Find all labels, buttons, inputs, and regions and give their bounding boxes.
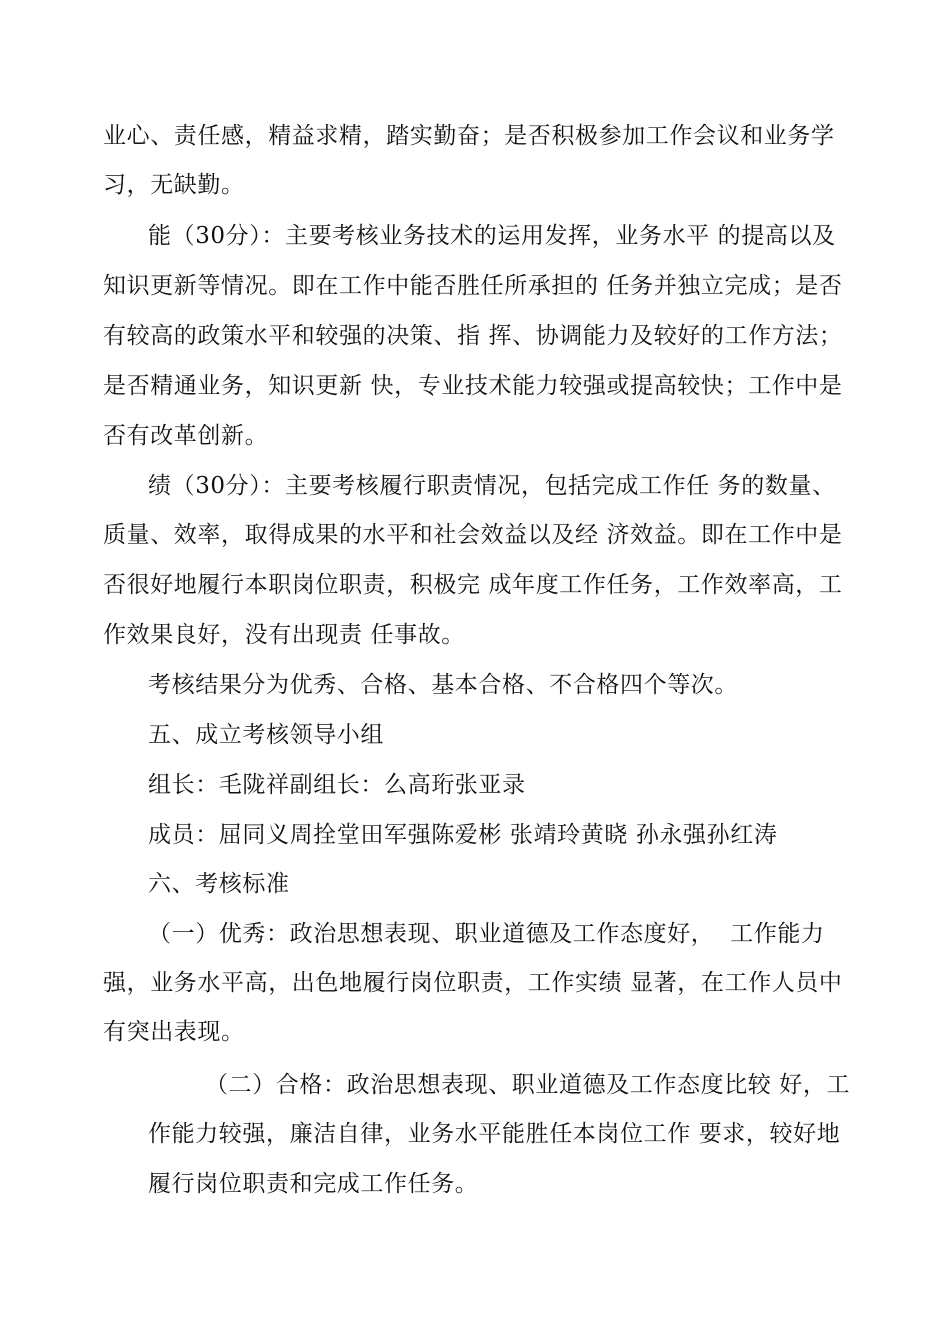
text-line: 强，业务水平高，出色地履行岗位职责，工作实绩 显著，在工作人员中 (103, 970, 843, 996)
text-line: 组长：毛陇祥副组长：么高珩张亚录 (148, 772, 526, 798)
section-heading: 六、考核标准 (148, 871, 290, 897)
text-line: 考核结果分为优秀、合格、基本合格、不合格四个等次。 (148, 672, 738, 698)
text-line: 作能力较强，廉洁自律，业务水平能胜任本岗位工作 要求，较好地 (148, 1121, 841, 1147)
text-line: 有突出表现。 (103, 1019, 245, 1045)
text-line: 业心、责任感，精益求精，踏实勤奋；是否积极参加工作会议和业务学 (103, 123, 835, 149)
text-line: 能（30分）：主要考核业务技术的运用发挥，业务水平 的提高以及 (148, 223, 836, 249)
text-line: 是否精通业务，知识更新 快，专业技术能力较强或提高较快；工作中是 (103, 373, 843, 399)
section-heading: 五、成立考核领导小组 (148, 722, 384, 748)
text-line: （二）合格：政治思想表现、职业道德及工作态度比较 好，工 (205, 1072, 851, 1098)
text-line: 习，无缺勤。 (103, 172, 245, 198)
text-line: 作效果良好，没有出现责 任事故。 (103, 622, 465, 648)
text-line: （一）优秀：政治思想表现、职业道德及工作态度好， 工作能力 (148, 921, 825, 947)
text-line: 否很好地履行本职岗位职责，积极完 成年度工作任务，工作效率高，工 (103, 572, 843, 598)
text-line: 绩（30分）：主要考核履行职责情况，包括完成工作任 务的数量、 (148, 473, 836, 499)
text-line: 否有改革创新。 (103, 423, 269, 449)
text-line: 履行岗位职责和完成工作任务。 (148, 1171, 479, 1197)
text-line: 知识更新等情况。即在工作中能否胜任所承担的 任务并独立完成；是否 (103, 273, 843, 299)
text-line: 质量、效率，取得成果的水平和社会效益以及经 济效益。即在工作中是 (103, 522, 843, 548)
text-line: 有较高的政策水平和较强的决策、指 挥、协调能力及较好的工作方法； (103, 323, 843, 349)
text-line: 成员：屈同义周拴堂田军强陈爱彬 张靖玲黄晓 孙永强孙红涛 (148, 822, 778, 848)
